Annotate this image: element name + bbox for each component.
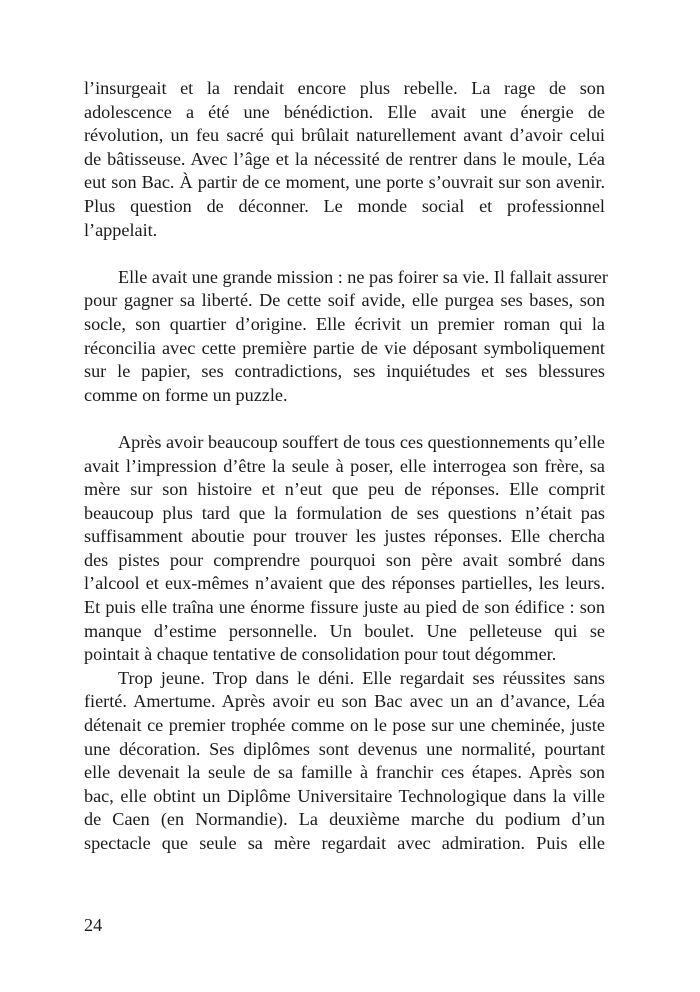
text-line: Elle avait une grande mission : ne pas foirer sa vie. Il fallait assurer	[118, 266, 608, 287]
text-line: manque d’estime personnelle. Un boulet. Une pelleteuse qui se	[84, 620, 605, 641]
text-line: pour gagner sa liberté. De cette soif avide, elle purgea ses bases, son	[84, 290, 605, 311]
text-line: adolescence a été une bénédiction. Elle avait une énergie de	[84, 101, 605, 122]
paragraph-4	[84, 667, 605, 856]
page-number: 24	[84, 915, 103, 935]
text-line: socle, son quartier d’origine. Elle écrivit un premier roman qui la	[84, 313, 605, 334]
text-line: Plus question de déconner. Le monde social et professionnel	[84, 195, 605, 216]
text-line: Après avoir beaucoup souffert de tous ces questionnements qu’elle	[118, 431, 605, 452]
text-line: beaucoup plus tard que la formulation de ses questions n’était pas	[84, 502, 605, 523]
paragraph-1	[84, 77, 605, 242]
text-line: elle devenait la seule de sa famille à franchir ces étapes. Après son	[84, 762, 605, 783]
paragraph-2	[84, 266, 608, 408]
text-line: sur le papier, ses contradictions, ses inquiétudes et ses blessures	[84, 361, 605, 382]
text-line: avait l’impression d’être la seule à poser, elle interrogea son frère, sa	[84, 455, 605, 476]
text-line: spectacle que seule sa mère regardait avec admiration. Puis elle	[84, 833, 605, 853]
text-line: une décoration. Ses diplômes sont devenus une normalité, pourtant	[84, 738, 605, 759]
text-line: Trop jeune. Trop dans le déni. Elle regardait ses réussites sans	[118, 667, 605, 688]
text-line: de bâtisseuse. Avec l’âge et la nécessité de rentrer dans le moule, Léa	[84, 148, 605, 169]
text-line: comme on forme un puzzle.	[84, 384, 288, 405]
text-line: révolution, un feu sacré qui brûlait naturellement avant d’avoir celui	[84, 125, 605, 146]
text-line: mère sur son histoire et n’eut que peu de réponses. Elle comprit	[84, 479, 605, 500]
text-line: détenait ce premier trophée comme on le pose sur une cheminée, juste	[84, 715, 605, 736]
text-line: l’alcool et eux-mêmes n’avaient que des réponses partielles, les leurs.	[84, 573, 605, 594]
text-line: de Caen (en Normandie). La deuxième marche du podium d’un	[84, 809, 605, 830]
text-line: l’insurgeait et la rendait encore plus rebelle. La rage de son	[84, 78, 605, 98]
body-text	[84, 77, 608, 856]
text-line: réconcilia avec cette première partie de vie déposant symboliquement	[84, 337, 605, 358]
text-line: l’appelait.	[84, 219, 158, 240]
text-line: des pistes pour comprendre pourquoi son père avait sombré dans	[84, 549, 605, 570]
paragraph-3	[84, 431, 605, 667]
text-line: pointait à chaque tentative de consolidation pour tout dégommer.	[84, 644, 557, 665]
text-line: bac, elle obtint un Diplôme Universitaire Technologique dans la ville	[84, 785, 605, 806]
text-line: fierté. Amertume. Après avoir eu son Bac avec un an d’avance, Léa	[84, 691, 605, 712]
text-line: suffisamment aboutie pour trouver les justes réponses. Elle chercha	[84, 526, 605, 547]
text-line: eut son Bac. À partir de ce moment, une porte s’ouvrait sur son avenir.	[84, 172, 605, 193]
text-line: Et puis elle traîna une énorme fissure juste au pied de son édifice : son	[84, 597, 605, 618]
